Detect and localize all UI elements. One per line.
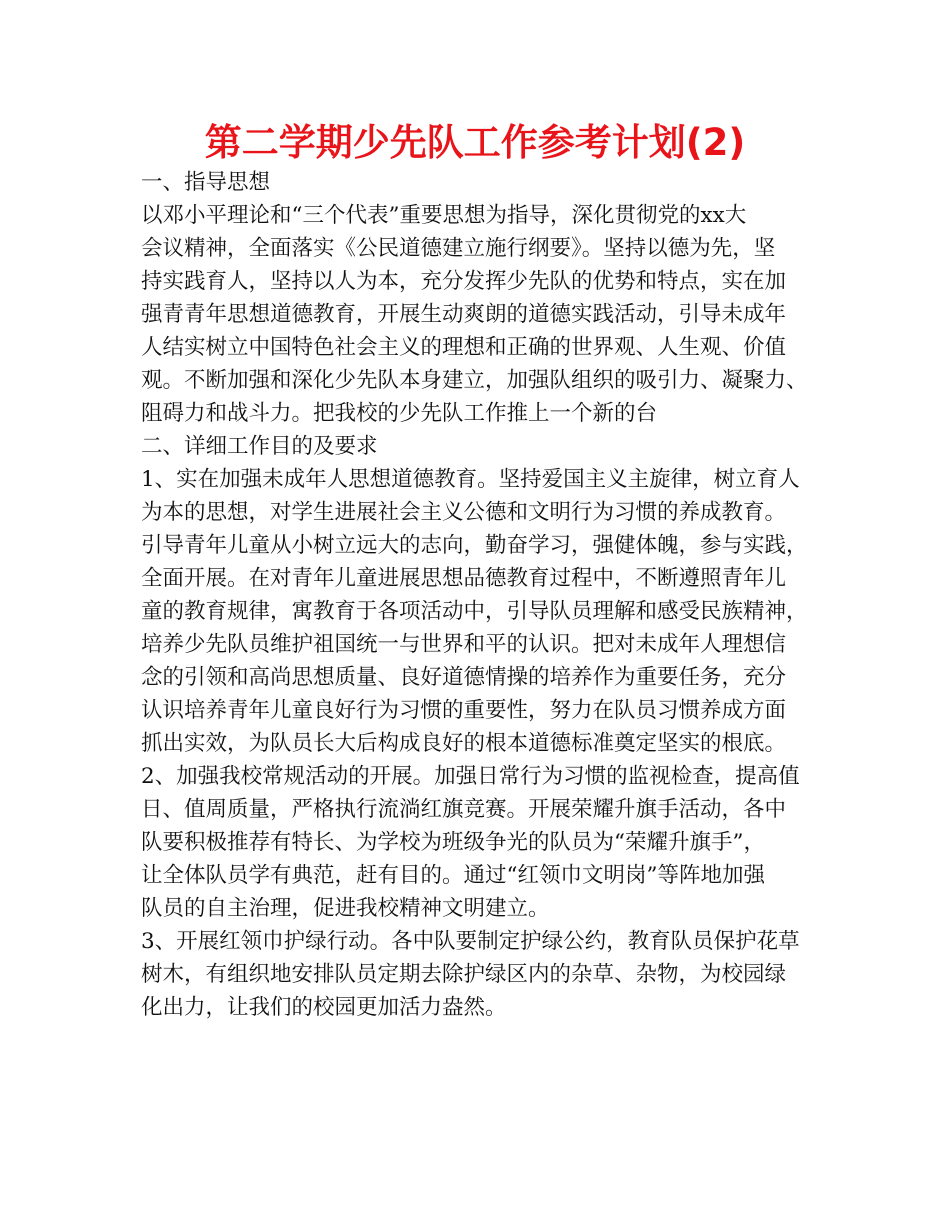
paragraph-line: 化出力，让我们的校园更加活力盎然。 (141, 995, 507, 1020)
paragraph-line: 全面开展。在对青年儿童进展思想品德教育过程中，不断遵照青年儿 (141, 566, 787, 591)
paragraph-line: 树木，有组织地安排队员定期去除护绿区内的杂草、杂物，为校园绿 (141, 962, 787, 987)
paragraph-line: 让全体队员学有典范，赶有目的。通过“红领巾文明岗”等阵地加强 (141, 863, 765, 888)
paragraph-line: 3、开展红领巾护绿行动。各中队要制定护绿公约，教育队员保护花草 (141, 929, 800, 954)
document-body (141, 166, 831, 1024)
paragraph-line: 强青青年思想道德教育，开展生动爽朗的道德实践活动，引导未成年 (141, 302, 787, 327)
paragraph-line: 观。不断加强和深化少先队本身建立，加强队组织的吸引力、凝聚力、 (141, 368, 808, 393)
paragraph-line: 引导青年儿童从小树立远大的志向，勤奋学习，强健体魄，参与实践， (141, 533, 808, 558)
paragraph-line: 童的教育规律，寓教育于各项活动中，引导队员理解和感受民族精神， (141, 599, 808, 624)
paragraph-line: 队要积极推荐有特长、为学校为班级争光的队员为“荣耀升旗手”， (141, 830, 765, 855)
paragraph-line: 2、加强我校常规活动的开展。加强日常行为习惯的监视检查，提高值 (141, 764, 800, 789)
paragraph-line: 以邓小平理论和“三个代表”重要思想为指导，深化贯彻党的xx大 (141, 203, 747, 228)
paragraph-line: 持实践育人，坚持以人为本，充分发挥少先队的优势和特点，实在加 (141, 269, 787, 294)
paragraph-line: 1、实在加强未成年人思想道德教育。坚持爱国主义主旋律，树立育人 (141, 467, 800, 492)
document-title: 第二学期少先队工作参考计划(2) (204, 121, 746, 164)
section-heading-guiding-ideology: 一、指导思想 (141, 170, 271, 195)
paragraph-line: 日、值周质量，严格执行流淌红旗竞赛。开展荣耀升旗手活动，各中 (141, 797, 787, 822)
paragraph-line: 会议精神，全面落实《公民道德建立施行纲要》。坚持以德为先，坚 (141, 236, 776, 261)
paragraph-line: 念的引领和高尚思想质量、良好道德情操的培养作为重要任务，充分 (141, 665, 787, 690)
paragraph-line: 队员的自主治理，促进我校精神文明建立。 (141, 896, 550, 921)
paragraph-line: 人结实树立中国特色社会主义的理想和正确的世界观、人生观、价值 (141, 335, 787, 360)
paragraph-line: 认识培养青年儿童良好行为习惯的重要性，努力在队员习惯养成方面 (141, 698, 787, 723)
paragraph-line: 抓出实效，为队员长大后构成良好的根本道德标准奠定坚实的根底。 (141, 731, 787, 756)
paragraph-line: 培养少先队员维护祖国统一与世界和平的认识。把对未成年人理想信 (141, 632, 787, 657)
paragraph-line: 阻碍力和战斗力。把我校的少先队工作推上一个新的台 (141, 401, 658, 426)
section-heading-work-goals: 二、详细工作目的及要求 (141, 434, 378, 459)
paragraph-line: 为本的思想，对学生进展社会主义公德和文明行为习惯的养成教育。 (141, 500, 787, 525)
